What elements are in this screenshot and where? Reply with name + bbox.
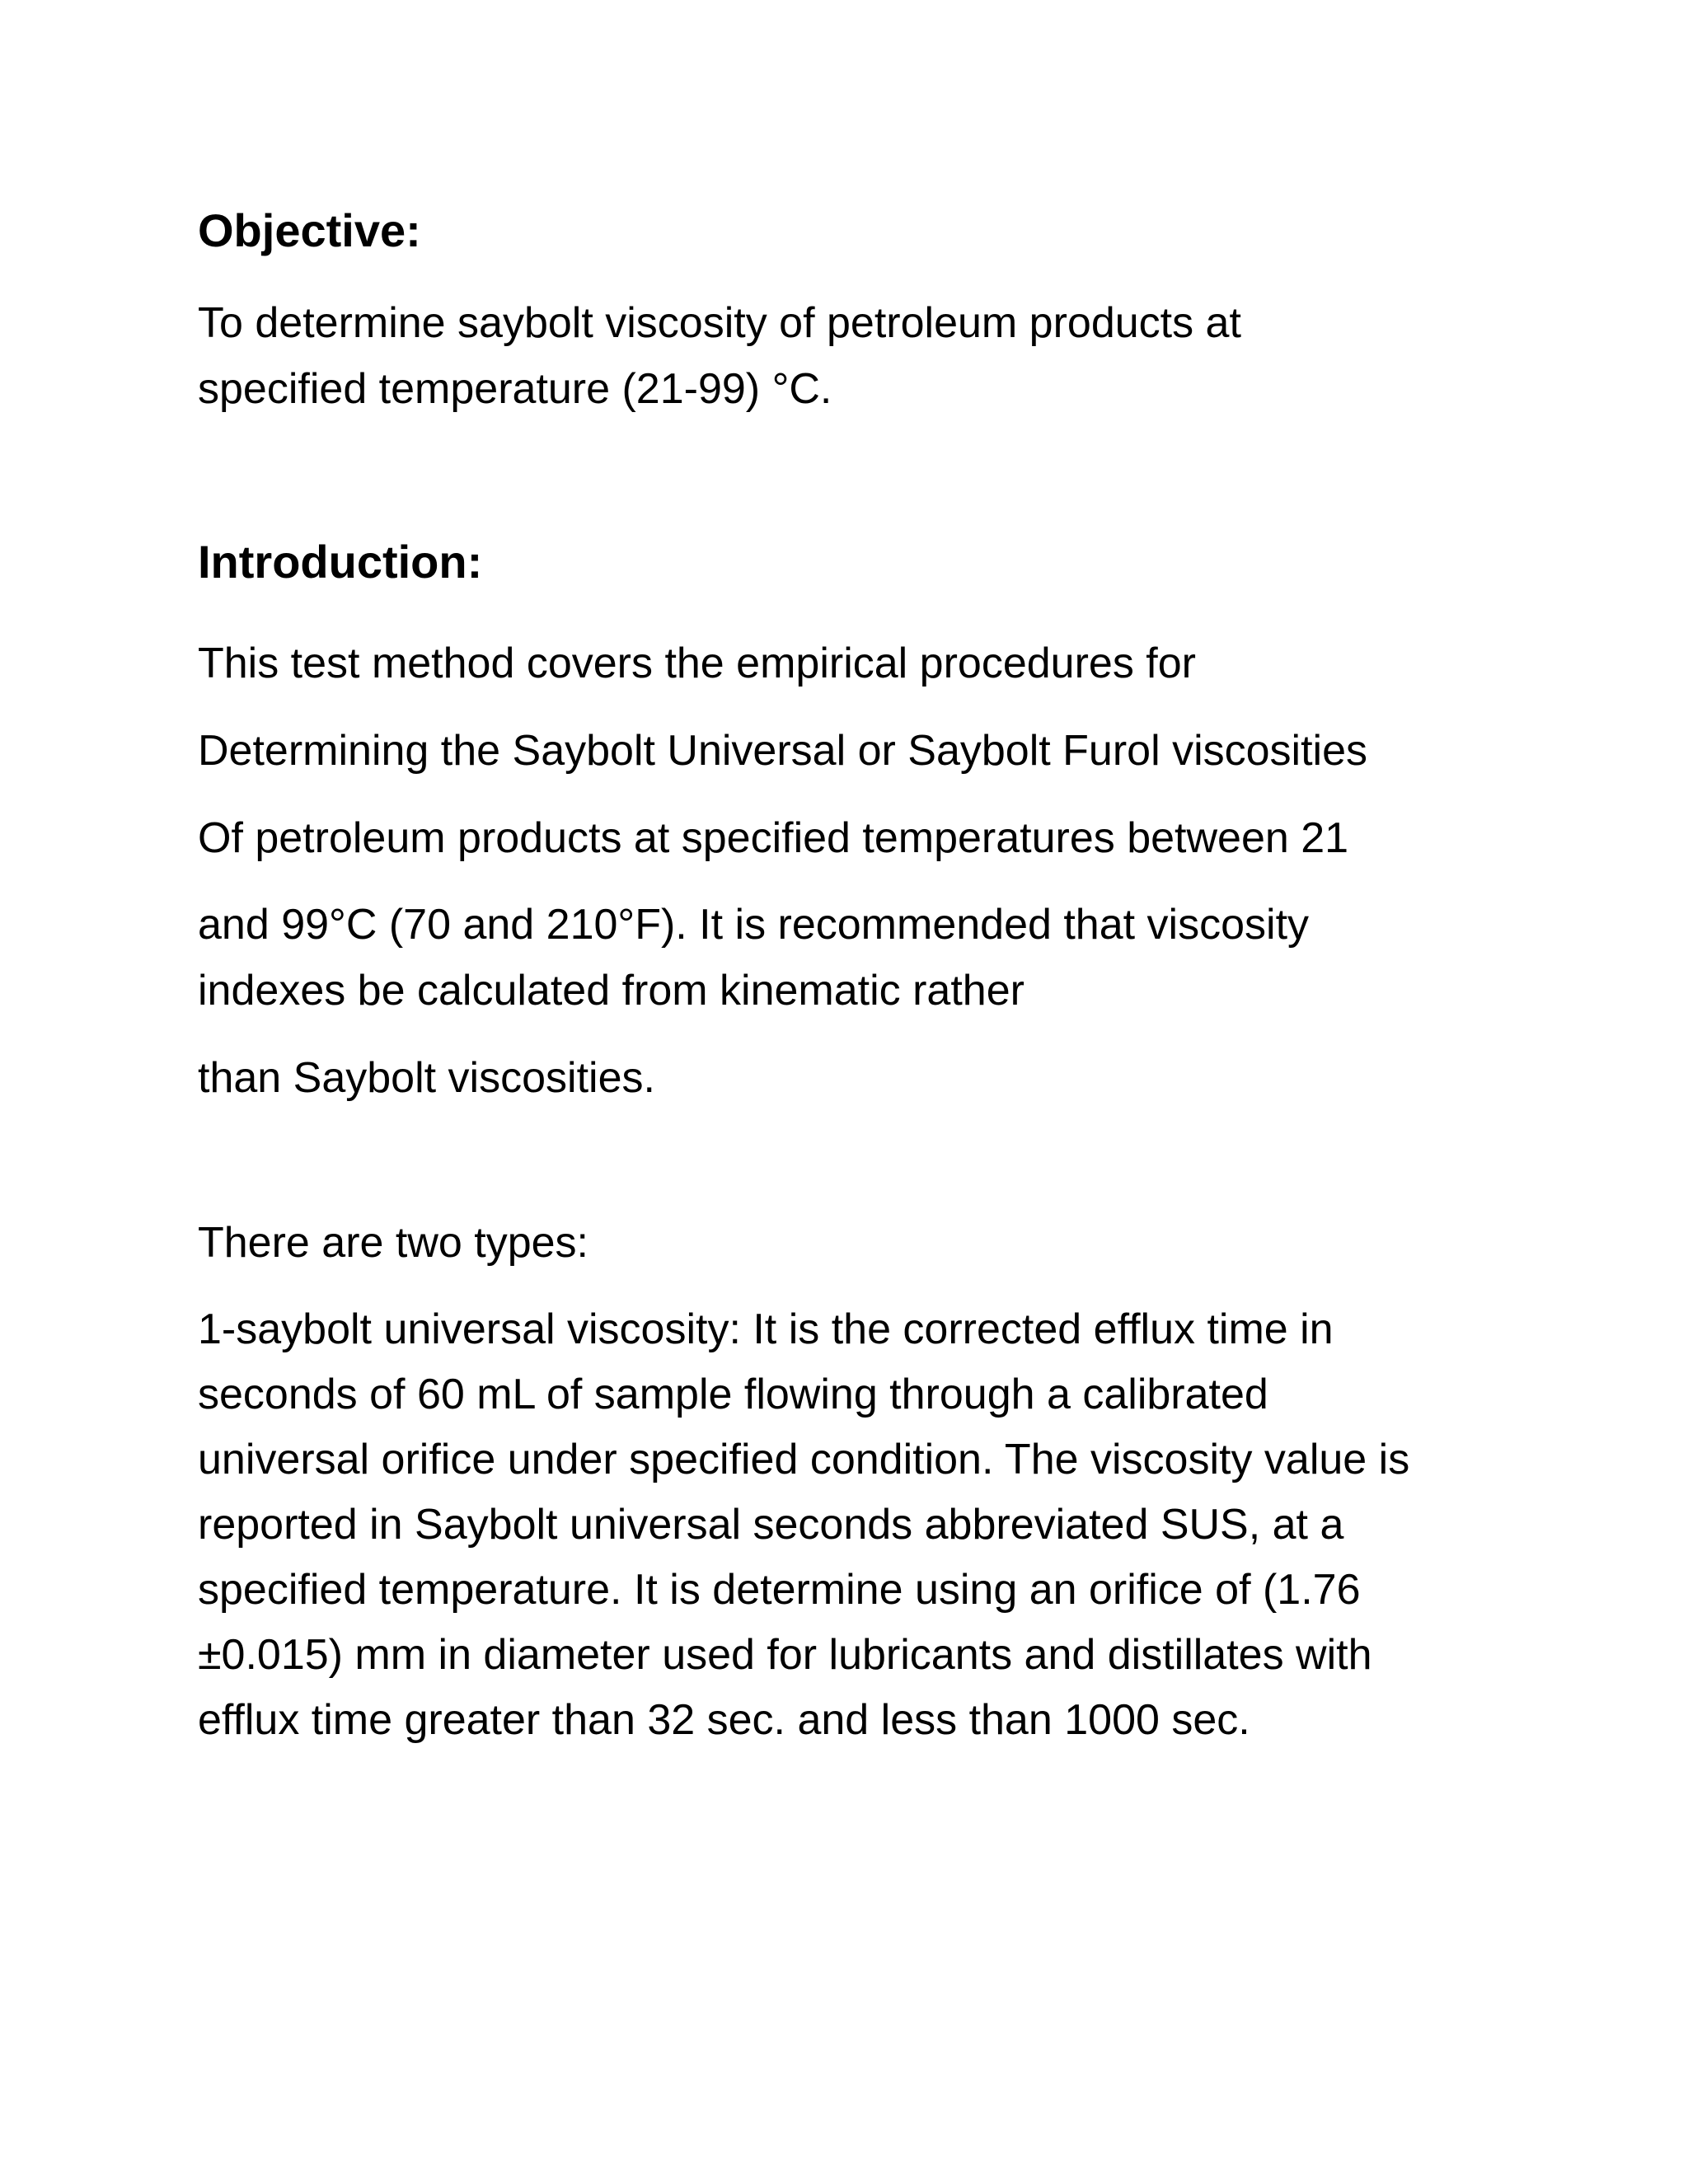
types-line-1: 1-saybolt universal viscosity: It is the corrected efflux time in — [198, 1305, 1334, 1353]
introduction-text — [198, 620, 1533, 1111]
introduction-line-6: than Saybolt viscosities. — [198, 1054, 655, 1102]
introduction-heading: Introduction: — [198, 536, 483, 588]
objective-text — [198, 290, 1533, 422]
introduction-line-5: indexes be calculated from kinematic rather — [198, 967, 1025, 1015]
introduction-line-2: Determining the Saybolt Universal or Saybolt Furol viscosities — [198, 727, 1368, 775]
types-line-5: specified temperature. It is determine using an orifice of (1.76 — [198, 1566, 1361, 1614]
types-line-3: universal orifice under specified condition. The viscosity value is — [198, 1436, 1410, 1483]
objective-heading: Objective: — [198, 204, 421, 256]
types-intro: There are two types: — [198, 1219, 588, 1267]
types-line-4: reported in Saybolt universal seconds abbreviated SUS, at a — [198, 1501, 1344, 1549]
types-line-2: seconds of 60 mL of sample flowing through a calibrated — [198, 1371, 1268, 1418]
objective-line-1: To determine saybolt viscosity of petroleum products at — [198, 299, 1241, 347]
introduction-line-3: Of petroleum products at specified temperatures between 21 — [198, 814, 1349, 862]
introduction-line-4: and 99°C (70 and 210°F). It is recommended that viscosity — [198, 901, 1310, 949]
types-line-6: ±0.015) mm in diameter used for lubricants and distillates with — [198, 1631, 1372, 1679]
objective-line-2: specified temperature (21-99) °C. — [198, 365, 832, 413]
introduction-line-1: This test method covers the empirical procedures for — [198, 640, 1196, 687]
types-text — [198, 1297, 1533, 1753]
types-line-7: efflux time greater than 32 sec. and less than 1000 sec. — [198, 1696, 1250, 1744]
